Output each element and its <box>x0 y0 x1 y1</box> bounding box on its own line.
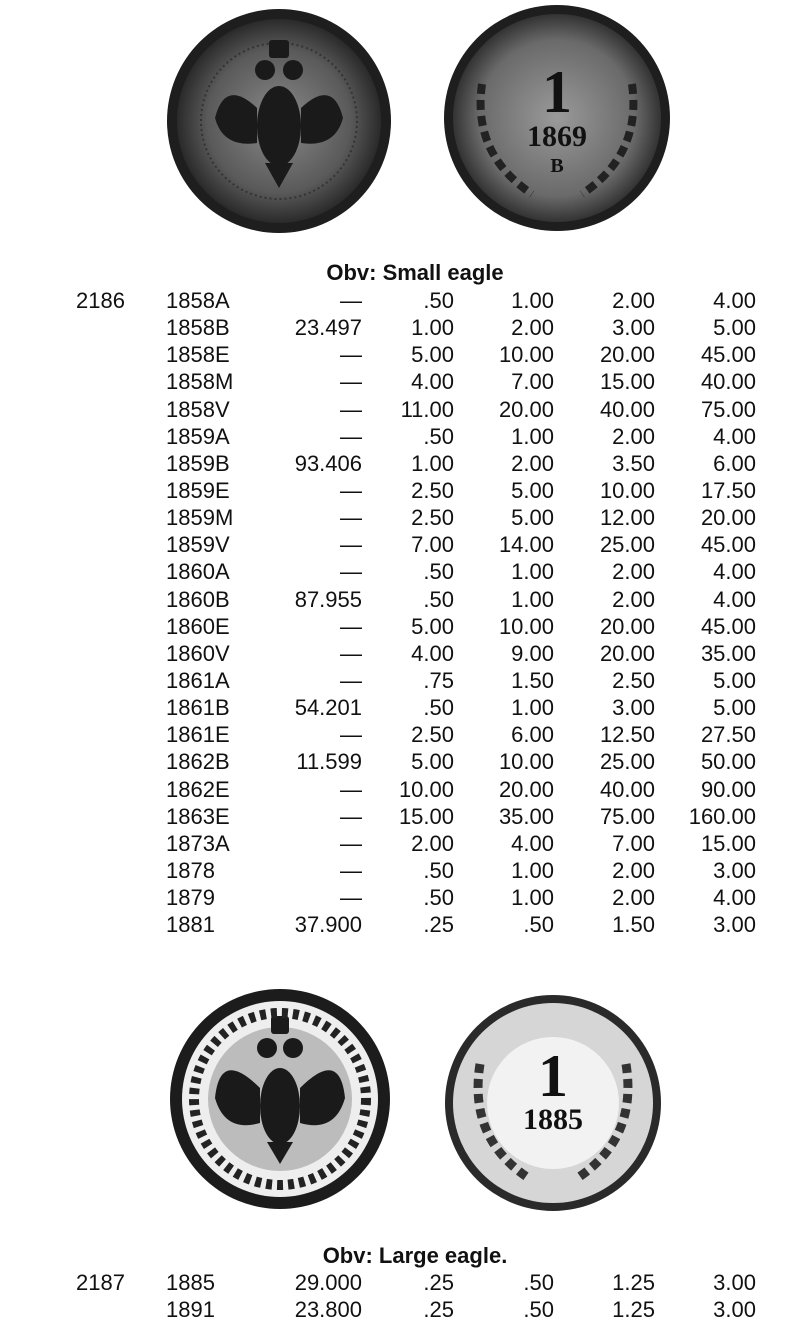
catalog-number <box>76 830 166 857</box>
price-grade-3: 25.00 <box>599 749 655 775</box>
price-grade-1: .25 <box>423 912 454 938</box>
price-grade-4: 3.00 <box>713 1297 756 1323</box>
price-grade-4: 45.00 <box>700 342 756 368</box>
section-title-small-eagle: Obv: Small eagle <box>326 260 504 285</box>
mintage: — <box>340 803 362 829</box>
date-mint: 1861E <box>166 722 230 748</box>
mintage: — <box>340 858 362 884</box>
price-grade-4: 4.00 <box>713 423 756 449</box>
price-grade-4: 75.00 <box>700 396 756 422</box>
mintage: — <box>340 423 362 449</box>
price-grade-3: 2.00 <box>612 885 655 911</box>
price-grade-4: 3.00 <box>713 1270 756 1296</box>
price-grade-4: 4.00 <box>713 288 756 314</box>
price-grade-4: 3.00 <box>713 912 756 938</box>
price-grade-4: 17.50 <box>700 478 756 504</box>
price-grade-4: 4.00 <box>713 559 756 585</box>
mintage: — <box>340 885 362 911</box>
mintage: 29.000 <box>294 1270 362 1296</box>
svg-text:1885: 1885 <box>523 1103 583 1136</box>
price-grade-4: 5.00 <box>713 315 756 341</box>
mintage: — <box>340 559 362 585</box>
price-grade-3: 1.25 <box>612 1297 655 1323</box>
table-row <box>76 368 756 395</box>
date-mint: 1858M <box>166 369 234 395</box>
table-row <box>76 748 756 775</box>
price-grade-1: .25 <box>423 1297 454 1323</box>
price-grade-2: 1.00 <box>511 586 554 612</box>
mintage: 23.800 <box>294 1297 362 1323</box>
price-grade-1: 1.00 <box>411 315 454 341</box>
price-grade-1: 2.50 <box>411 478 454 504</box>
table-row <box>76 911 756 938</box>
price-grade-2: 1.00 <box>511 559 554 585</box>
price-grade-4: 90.00 <box>700 776 756 802</box>
catalog-number <box>76 613 166 640</box>
price-grade-2: 7.00 <box>511 369 554 395</box>
price-grade-2: .50 <box>523 1270 554 1296</box>
catalog-number <box>76 776 166 803</box>
price-grade-2: 10.00 <box>498 613 554 639</box>
price-grade-2: 14.00 <box>498 532 554 558</box>
large-eagle-reverse-coin <box>440 994 666 1212</box>
price-grade-1: .50 <box>423 695 454 721</box>
mintage: — <box>340 830 362 856</box>
price-grade-3: 3.50 <box>612 450 655 476</box>
price-grade-3: 12.50 <box>599 722 655 748</box>
mintage: 37.900 <box>294 912 362 938</box>
svg-text:1: 1 <box>542 59 572 125</box>
table-row <box>76 776 756 803</box>
date-mint: 1858B <box>166 315 230 341</box>
price-grade-1: 2.50 <box>411 505 454 531</box>
table-row <box>76 287 756 314</box>
table-row <box>76 884 756 911</box>
price-grade-3: 12.00 <box>599 505 655 531</box>
price-grade-1: .50 <box>423 885 454 911</box>
large-eagle-obverse-coin <box>165 988 395 1210</box>
date-mint: 1859V <box>166 532 230 558</box>
date-mint: 1860B <box>166 586 230 612</box>
mintage: — <box>340 776 362 802</box>
price-grade-1: .50 <box>423 423 454 449</box>
price-grade-2: .50 <box>523 912 554 938</box>
price-grade-3: 40.00 <box>599 396 655 422</box>
price-grade-3: 10.00 <box>599 478 655 504</box>
mintage: — <box>340 369 362 395</box>
price-grade-2: 35.00 <box>498 803 554 829</box>
price-grade-1: 1.00 <box>411 450 454 476</box>
catalog-number <box>76 721 166 748</box>
table-row <box>76 558 756 585</box>
date-mint: 1891 <box>166 1297 215 1323</box>
date-mint: 1881 <box>166 912 215 938</box>
section-title-large-eagle: Obv: Large eagle. <box>322 1243 508 1268</box>
catalog-table-large-eagle <box>76 1269 756 1323</box>
catalog-number: 2187 <box>76 1270 125 1296</box>
price-grade-1: 11.00 <box>400 396 454 422</box>
price-grade-4: 4.00 <box>713 885 756 911</box>
mintage: — <box>340 396 362 422</box>
table-row <box>76 613 756 640</box>
catalog-number <box>76 423 166 450</box>
small-eagle-reverse-coin <box>442 4 672 232</box>
price-grade-1: 4.00 <box>411 640 454 666</box>
price-grade-4: 6.00 <box>713 450 756 476</box>
price-grade-3: 3.00 <box>612 315 655 341</box>
catalog-number <box>76 748 166 775</box>
catalog-number <box>76 341 166 368</box>
price-grade-1: 5.00 <box>411 749 454 775</box>
catalog-number <box>76 314 166 341</box>
price-grade-2: 2.00 <box>511 450 554 476</box>
mintage: — <box>340 532 362 558</box>
catalog-table-small-eagle <box>76 287 756 938</box>
table-row <box>76 721 756 748</box>
catalog-number <box>76 803 166 830</box>
table-row <box>76 504 756 531</box>
price-grade-3: 2.00 <box>612 423 655 449</box>
price-grade-4: 45.00 <box>700 613 756 639</box>
price-grade-1: .50 <box>423 288 454 314</box>
mintage: — <box>340 722 362 748</box>
catalog-number <box>76 586 166 613</box>
mintage: — <box>340 640 362 666</box>
price-grade-2: 6.00 <box>511 722 554 748</box>
price-grade-3: 20.00 <box>599 342 655 368</box>
table-row <box>76 450 756 477</box>
date-mint: 1858E <box>166 342 230 368</box>
catalog-number <box>76 450 166 477</box>
price-grade-1: 4.00 <box>411 369 454 395</box>
price-grade-1: .50 <box>423 559 454 585</box>
table-row <box>76 667 756 694</box>
price-grade-2: 1.50 <box>511 668 554 694</box>
table-row <box>76 477 756 504</box>
table-row <box>76 830 756 857</box>
price-grade-1: .50 <box>423 586 454 612</box>
date-mint: 1860E <box>166 613 230 639</box>
price-grade-4: 40.00 <box>700 369 756 395</box>
price-grade-4: 20.00 <box>700 505 756 531</box>
svg-text:1: 1 <box>538 1043 568 1109</box>
date-mint: 1859E <box>166 478 230 504</box>
date-mint: 1858V <box>166 396 230 422</box>
price-grade-1: 5.00 <box>411 342 454 368</box>
catalog-number <box>76 667 166 694</box>
price-grade-3: 7.00 <box>612 830 655 856</box>
price-grade-4: 15.00 <box>700 830 756 856</box>
catalog-number <box>76 531 166 558</box>
price-grade-3: 3.00 <box>612 695 655 721</box>
date-mint: 1863E <box>166 803 230 829</box>
table-row <box>76 314 756 341</box>
price-grade-3: 20.00 <box>599 613 655 639</box>
table-row <box>76 1269 756 1296</box>
price-grade-1: 2.50 <box>411 722 454 748</box>
price-grade-3: 2.00 <box>612 288 655 314</box>
catalog-number <box>76 884 166 911</box>
date-mint: 1858A <box>166 288 230 314</box>
table-row <box>76 341 756 368</box>
coin-images-large-eagle <box>0 984 792 1224</box>
catalog-number <box>76 504 166 531</box>
svg-text:1869: 1869 <box>527 120 587 153</box>
price-grade-4: 5.00 <box>713 668 756 694</box>
table-row <box>76 857 756 884</box>
price-grade-3: 25.00 <box>599 532 655 558</box>
mintage: — <box>340 478 362 504</box>
price-grade-4: 3.00 <box>713 858 756 884</box>
price-grade-1: 10.00 <box>398 776 454 802</box>
mintage: 87.955 <box>294 586 362 612</box>
price-grade-2: 1.00 <box>511 288 554 314</box>
price-grade-2: 2.00 <box>511 315 554 341</box>
catalog-number: 2186 <box>76 288 125 314</box>
price-grade-3: 2.00 <box>612 559 655 585</box>
price-grade-3: 40.00 <box>599 776 655 802</box>
price-grade-3: 2.00 <box>612 586 655 612</box>
price-grade-1: 15.00 <box>398 803 454 829</box>
mintage: 93.406 <box>294 450 362 476</box>
price-grade-1: .50 <box>423 858 454 884</box>
table-row <box>76 396 756 423</box>
date-mint: 1859M <box>166 505 234 531</box>
price-grade-2: 4.00 <box>511 830 554 856</box>
date-mint: 1860A <box>166 559 230 585</box>
price-grade-3: 1.50 <box>612 912 655 938</box>
catalog-number <box>76 477 166 504</box>
small-eagle-obverse-coin <box>165 8 393 234</box>
date-mint: 1873A <box>166 830 230 856</box>
price-grade-2: 5.00 <box>511 505 554 531</box>
mintage: — <box>340 668 362 694</box>
price-grade-3: 20.00 <box>599 640 655 666</box>
table-row <box>76 423 756 450</box>
date-mint: 1862E <box>166 776 230 802</box>
catalog-number <box>76 640 166 667</box>
price-grade-2: 20.00 <box>498 776 554 802</box>
price-grade-2: .50 <box>523 1297 554 1323</box>
price-grade-3: 1.25 <box>612 1270 655 1296</box>
price-grade-2: 20.00 <box>498 396 554 422</box>
price-grade-2: 9.00 <box>511 640 554 666</box>
mintage: 11.599 <box>296 749 362 775</box>
price-grade-2: 10.00 <box>498 342 554 368</box>
price-grade-2: 5.00 <box>511 478 554 504</box>
price-grade-1: 7.00 <box>411 532 454 558</box>
catalog-number <box>76 694 166 721</box>
date-mint: 1860V <box>166 640 230 666</box>
price-grade-3: 15.00 <box>599 369 655 395</box>
price-grade-2: 1.00 <box>511 695 554 721</box>
price-grade-2: 1.00 <box>511 423 554 449</box>
price-grade-1: 5.00 <box>411 613 454 639</box>
mintage: — <box>340 342 362 368</box>
mintage: 54.201 <box>294 695 362 721</box>
table-row <box>76 694 756 721</box>
table-row <box>76 1296 756 1323</box>
date-mint: 1859A <box>166 423 230 449</box>
mintage: 23.497 <box>294 315 362 341</box>
date-mint: 1859B <box>166 450 230 476</box>
price-grade-4: 45.00 <box>700 532 756 558</box>
table-row <box>76 586 756 613</box>
price-grade-4: 5.00 <box>713 695 756 721</box>
catalog-number <box>76 1296 166 1323</box>
price-grade-4: 50.00 <box>700 749 756 775</box>
catalog-number <box>76 368 166 395</box>
mintage: — <box>340 505 362 531</box>
catalog-number <box>76 911 166 938</box>
price-grade-4: 4.00 <box>713 586 756 612</box>
price-grade-1: .75 <box>423 668 454 694</box>
table-row <box>76 531 756 558</box>
price-grade-3: 2.50 <box>612 668 655 694</box>
price-grade-4: 160.00 <box>688 803 756 829</box>
catalog-number <box>76 857 166 884</box>
price-grade-4: 35.00 <box>700 640 756 666</box>
coin-images-small-eagle <box>0 0 792 240</box>
catalog-number <box>76 558 166 585</box>
svg-text:B: B <box>550 155 564 177</box>
price-grade-2: 10.00 <box>498 749 554 775</box>
date-mint: 1885 <box>166 1270 215 1296</box>
table-row <box>76 803 756 830</box>
price-grade-3: 75.00 <box>599 803 655 829</box>
mintage: — <box>340 613 362 639</box>
price-grade-1: 2.00 <box>411 830 454 856</box>
catalog-number <box>76 396 166 423</box>
price-grade-1: .25 <box>423 1270 454 1296</box>
date-mint: 1878 <box>166 858 215 884</box>
mintage: — <box>340 288 362 314</box>
date-mint: 1861A <box>166 668 230 694</box>
date-mint: 1861B <box>166 695 230 721</box>
table-row <box>76 640 756 667</box>
price-grade-2: 1.00 <box>511 858 554 884</box>
price-grade-4: 27.50 <box>700 722 756 748</box>
price-grade-3: 2.00 <box>612 858 655 884</box>
date-mint: 1879 <box>166 885 215 911</box>
date-mint: 1862B <box>166 749 230 775</box>
price-grade-2: 1.00 <box>511 885 554 911</box>
